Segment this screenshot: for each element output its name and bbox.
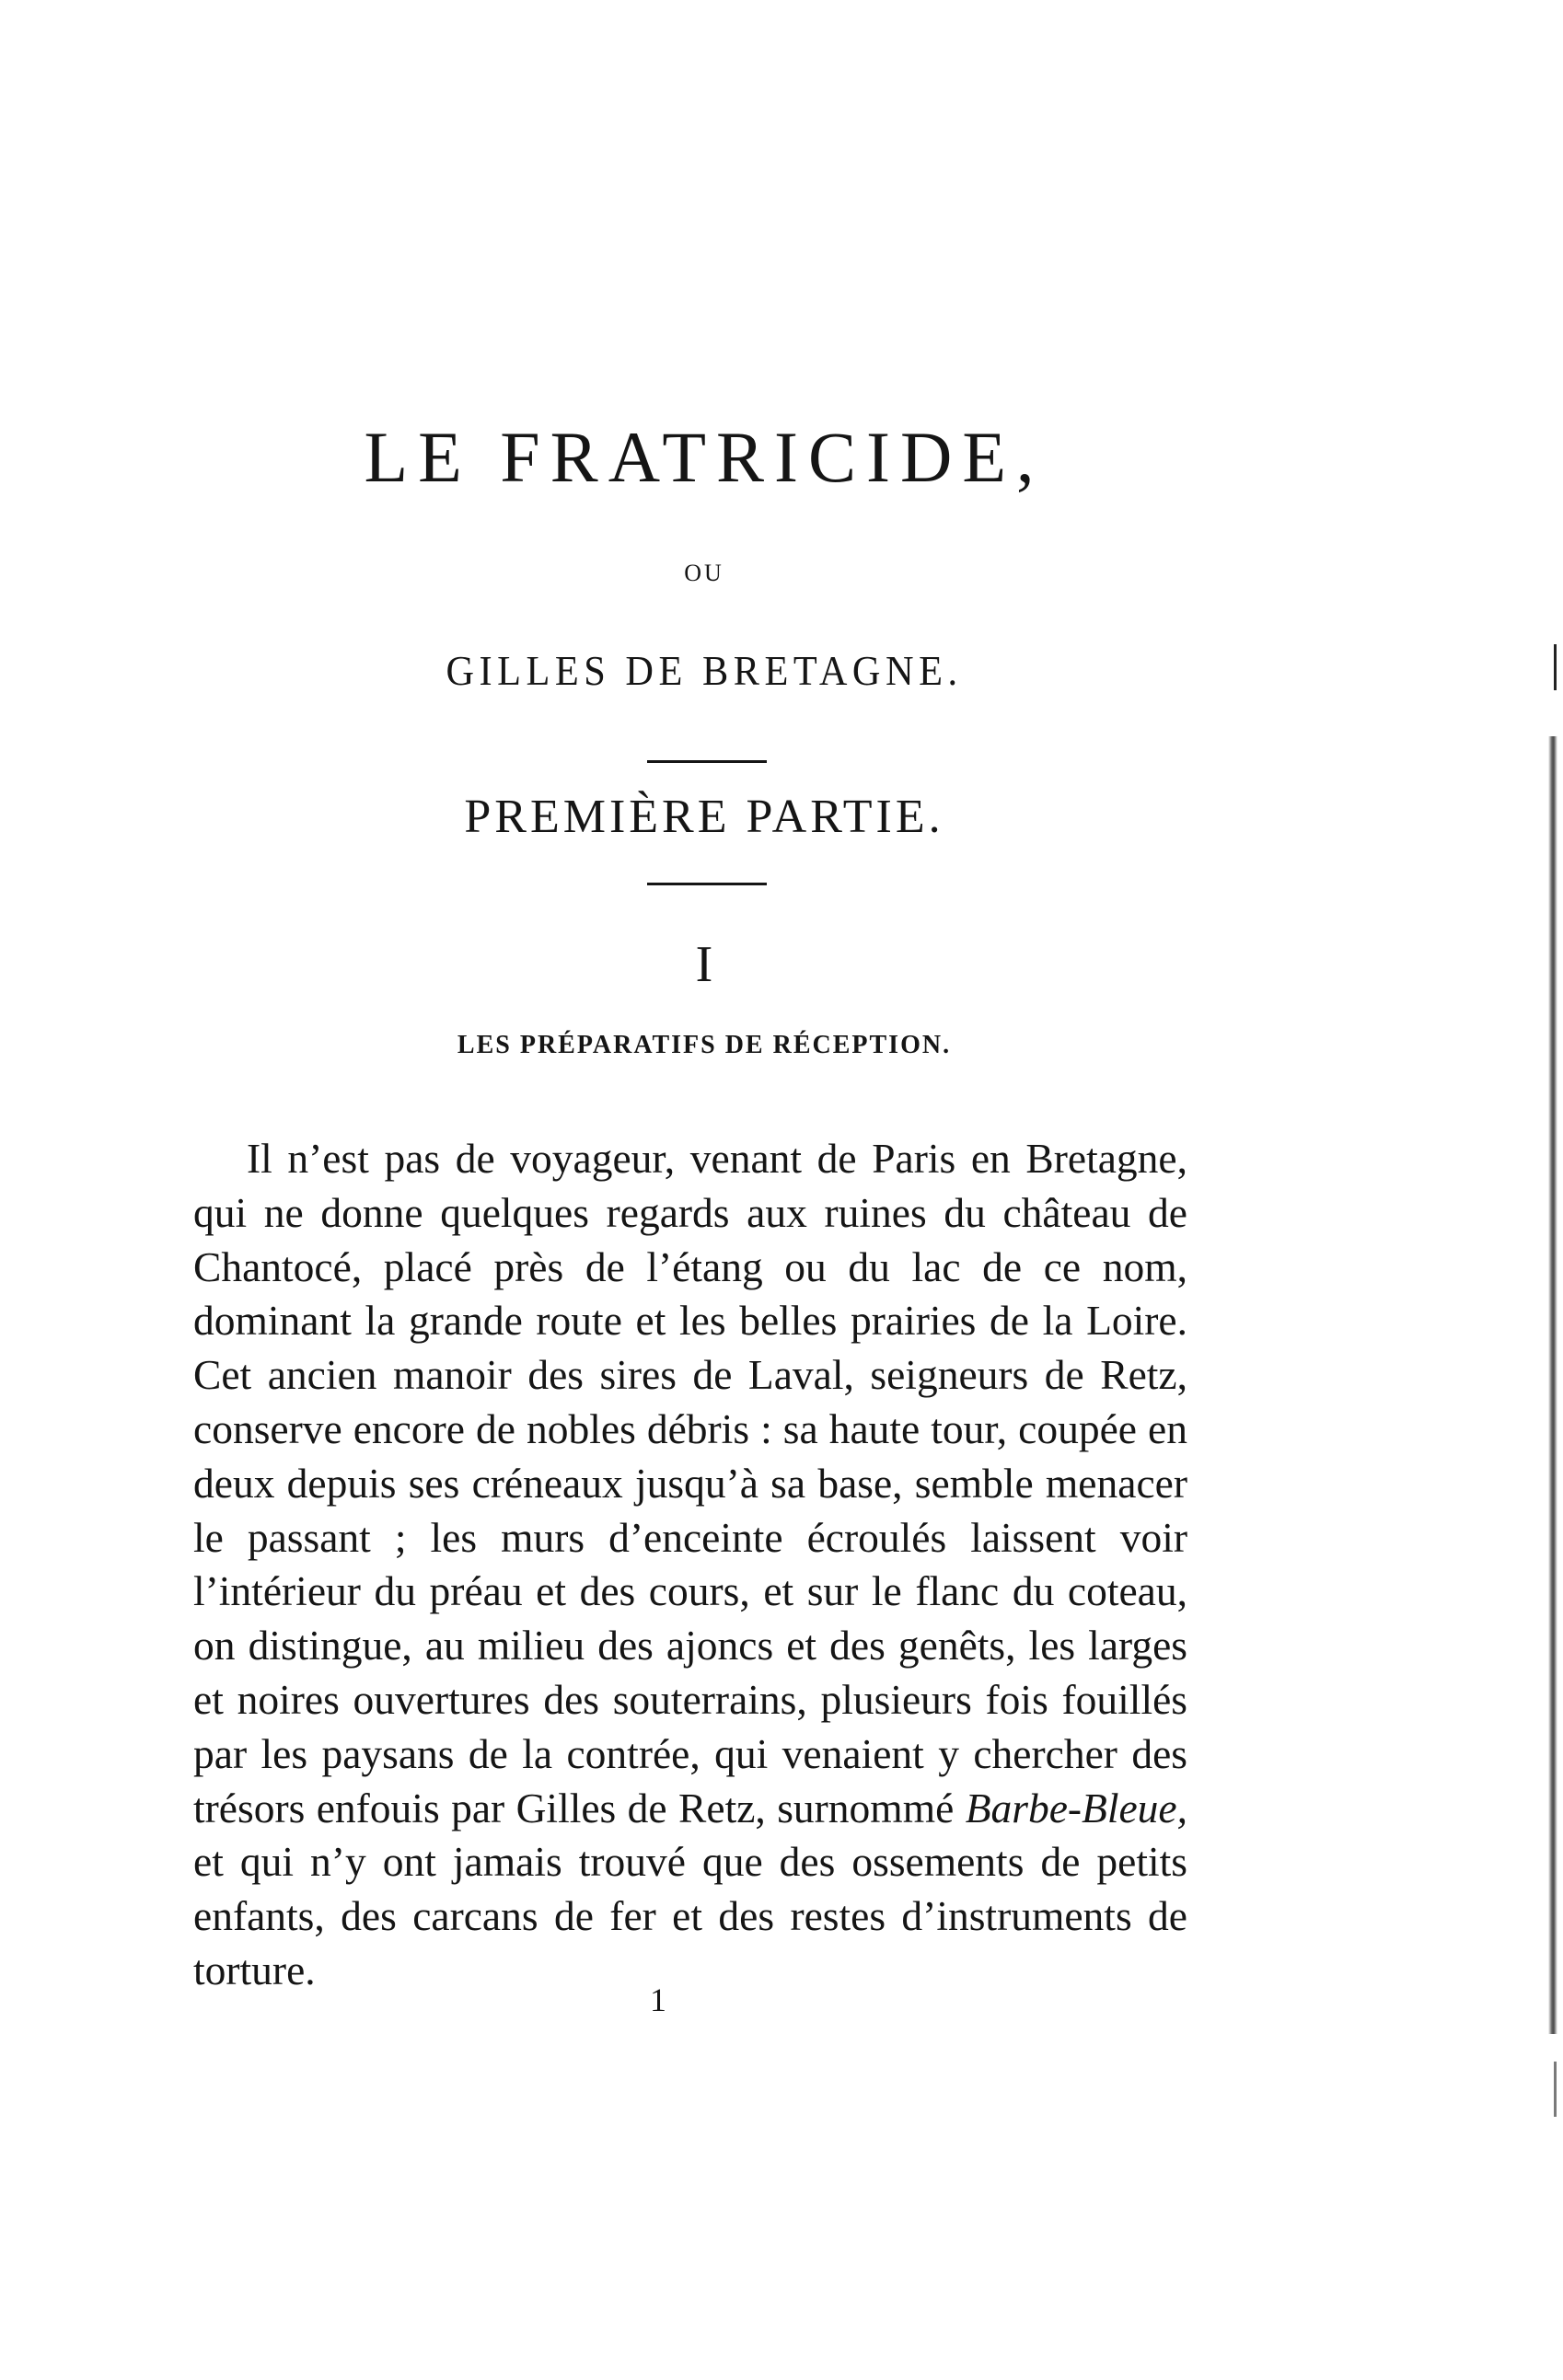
body-text-part-1: Il n’est pas de voyageur, venant de Paris en Bretagne, qui ne donne quelques regards aux ruines du château de Chantocé, placé près de l’étang ou du lac de ce nom, dominant la grande route et les belles prairies de la Loire. Cet ancien manoir des sires de Laval, seigneurs de Retz, conserve encore de nobles débris : sa haute tour, coupée en deux depuis ses créneaux jusqu’à sa base, semble menacer le passant ; les murs d’enceinte écroulés laissent voir l’intérieur du préau et des cours, et sur le flanc du coteau, on distingue, au milieu des ajoncs et des genêts, les larges et noires ouvertures des souterrains, plusieurs fois fouillés par les paysans de la contrée, qui venaient y chercher des trésors enfouis par Gilles de Retz, surnommé — [193, 1135, 1187, 1831]
divider-rule-top — [647, 760, 767, 763]
body-italic-term: Barbe-Bleue, — [965, 1784, 1187, 1831]
body-paragraph — [193, 1132, 1187, 1998]
scan-binding-edge — [1548, 736, 1557, 2034]
scan-edge-mark — [1554, 2062, 1557, 2117]
body-text-part-2: et qui n’y ont jamais trouvé que des ossements de petits enfants, des carcans de fer et des restes d’instruments de torture. — [193, 1838, 1187, 1993]
scan-edge-mark — [1554, 644, 1557, 690]
page-number: 1 — [650, 1981, 666, 2018]
book-subtitle: GILLES DE BRETAGNE. — [446, 647, 963, 694]
chapter-number: I — [695, 936, 713, 993]
title-conjunction: OU — [684, 560, 724, 586]
book-title: LE FRATRICIDE, — [364, 417, 1045, 497]
part-heading: PREMIÈRE PARTIE. — [464, 791, 944, 843]
chapter-title: LES PRÉPARATIFS DE RÉCEPTION. — [457, 1031, 952, 1059]
divider-rule-bottom — [647, 883, 767, 885]
